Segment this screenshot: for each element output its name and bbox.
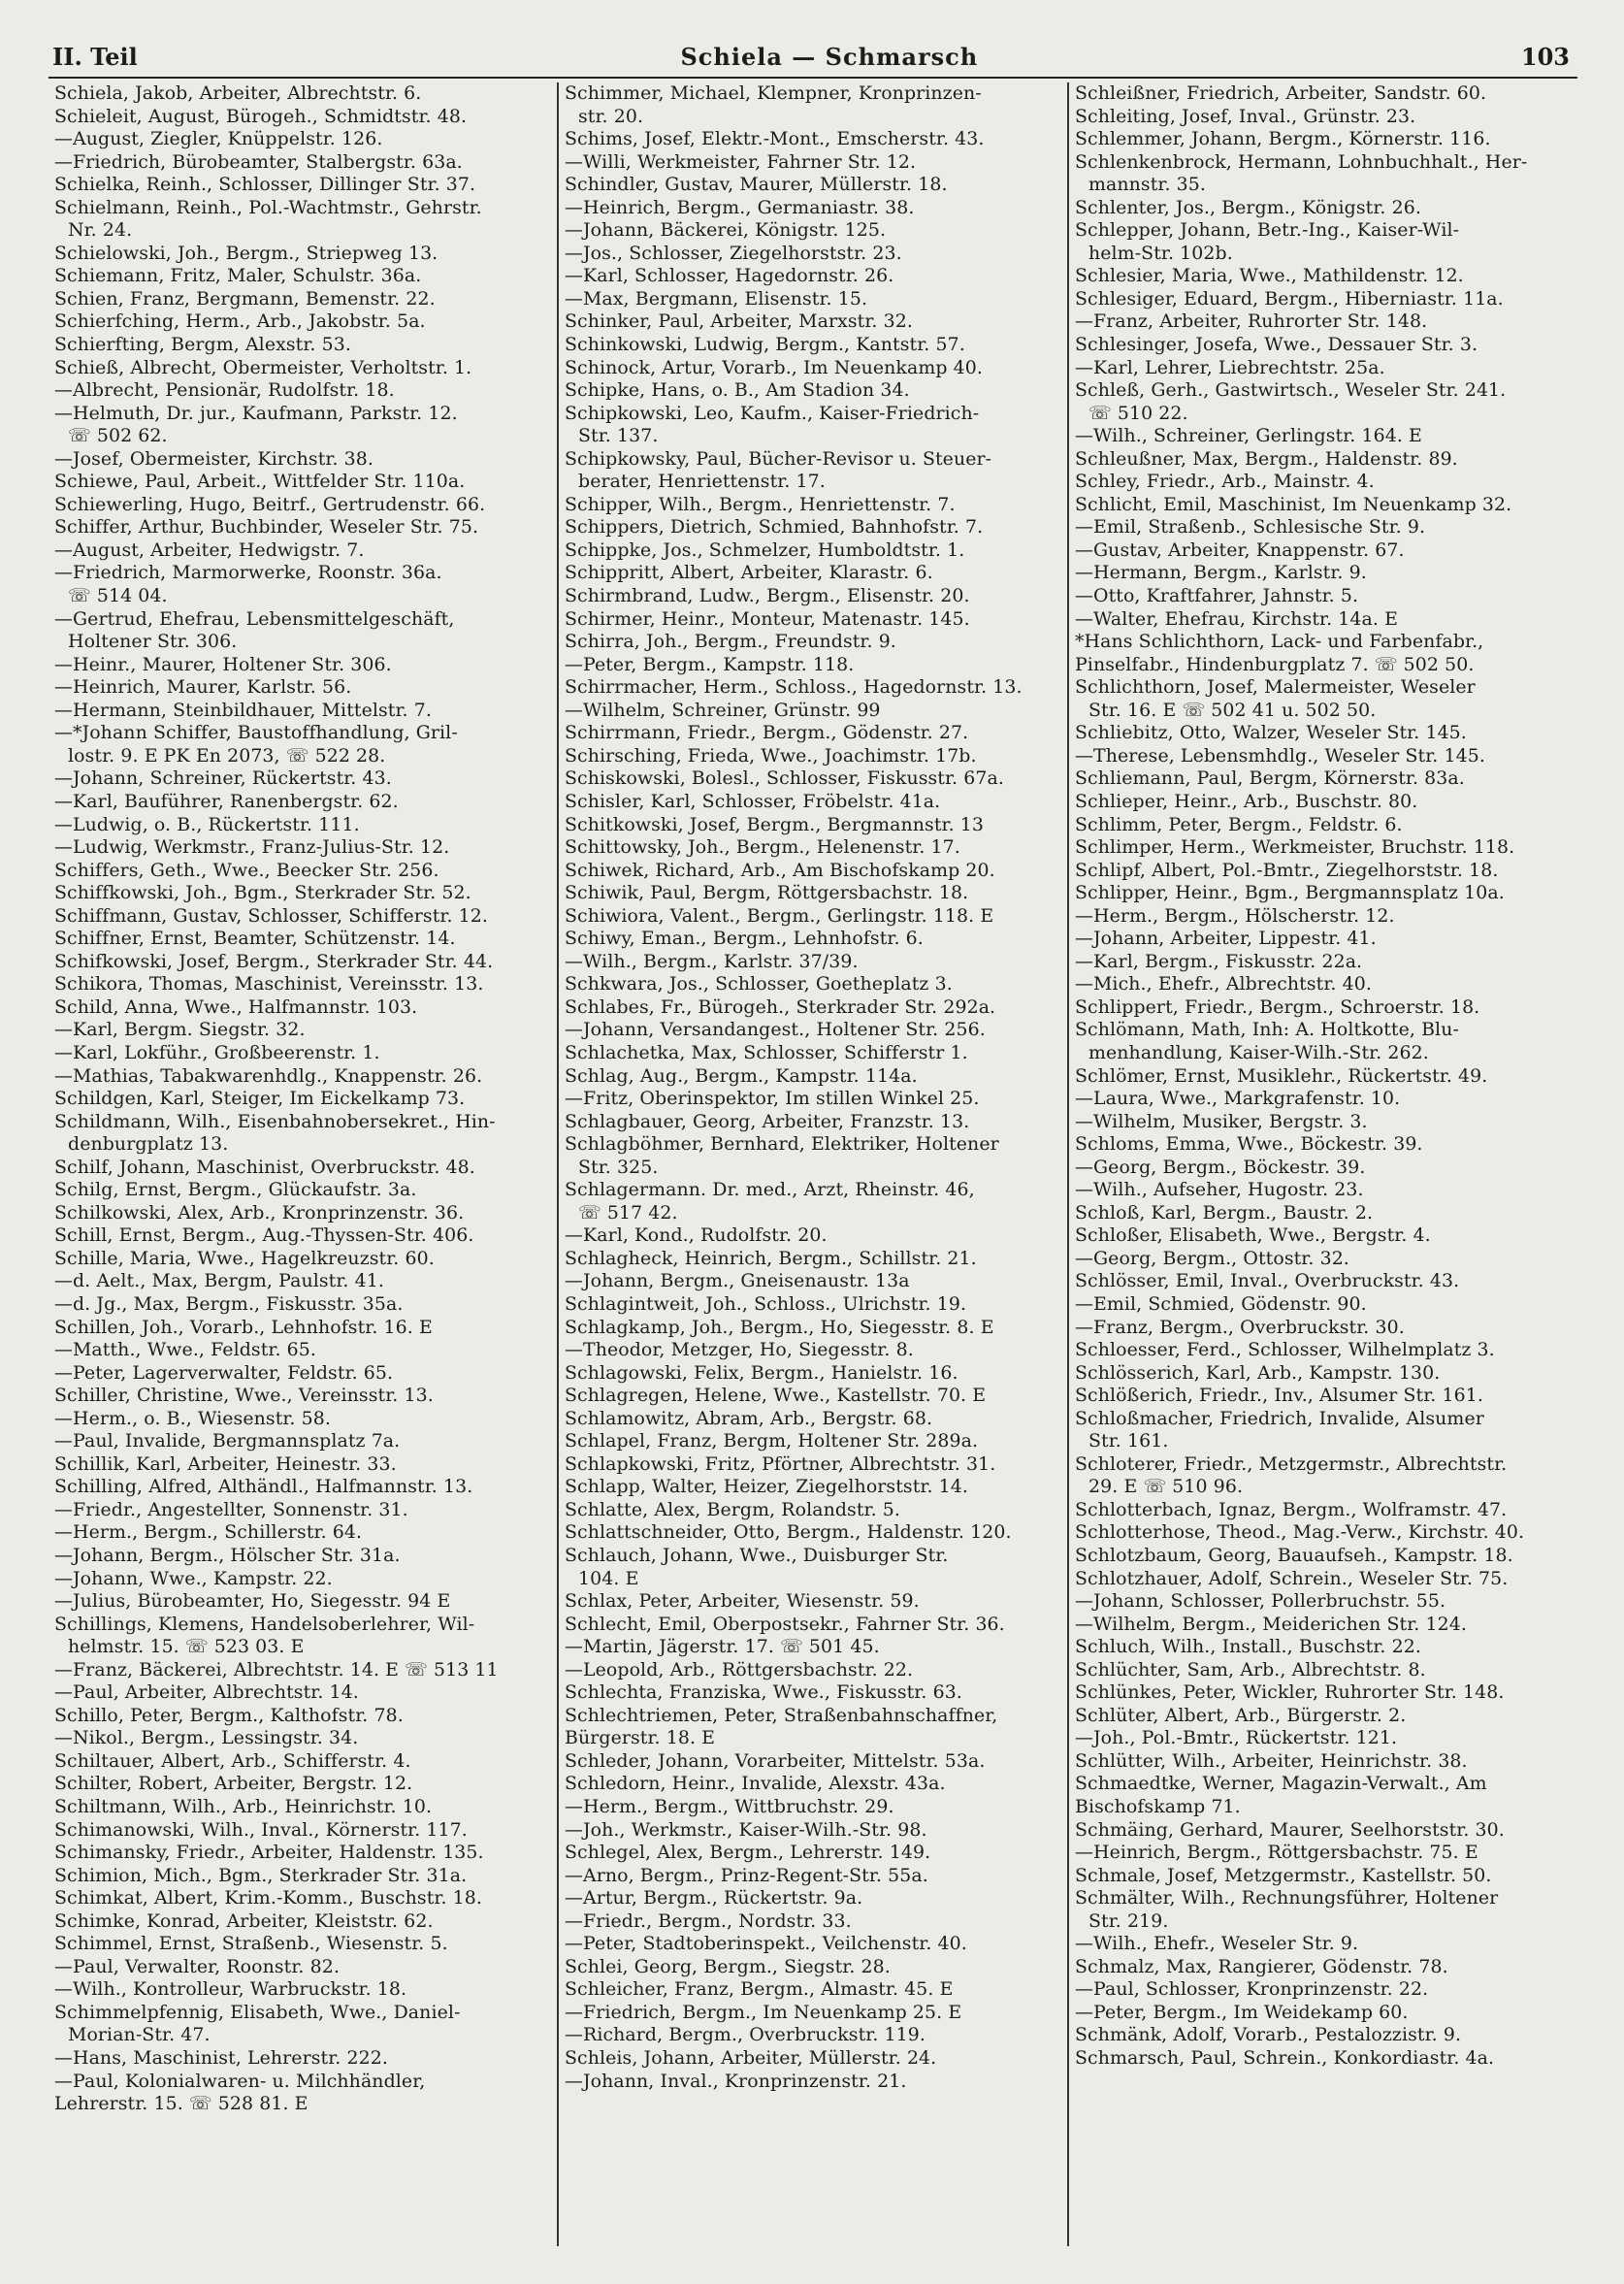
column-3 [1067, 82, 1577, 2246]
directory-entry-line: —Herm., Bergm., Wittbruchstr. 29. [565, 1796, 894, 1818]
directory-entry-line: —Friedr., Bergm., Nordstr. 33. [565, 1909, 852, 1932]
directory-entry-line: —Paul, Kolonialwaren- u. Milchhändler, [54, 2070, 426, 2092]
directory-entry-line: Schiwek, Richard, Arb., Am Bischofskamp 20. [565, 859, 995, 881]
directory-entry-line: —Jos., Schlosser, Ziegelhorststr. 23. [565, 242, 902, 264]
directory-entry-line: Schiffkowski, Joh., Bgm., Sterkrader Str. 52. [54, 882, 471, 904]
directory-entry-line: —Therese, Lebensmhdlg., Weseler Str. 145. [1075, 744, 1485, 767]
directory-entry-line: Schimkat, Albert, Krim.-Komm., Buschstr. 18. [54, 1887, 483, 1909]
directory-entry-line: ☏ 517 42. [578, 1201, 678, 1224]
directory-entry-line: —Josef, Obermeister, Kirchstr. 38. [54, 447, 374, 470]
directory-entry-line: Schipper, Wilh., Bergm., Henriettenstr. 7. [565, 493, 956, 515]
directory-entry-line: —Leopold, Arb., Röttgersbachstr. 22. [565, 1658, 914, 1680]
directory-entry-line: Schlei, Georg, Bergm., Siegstr. 28. [565, 1955, 891, 1977]
directory-entry-line: —Artur, Bergm., Rückertstr. 9a. [565, 1887, 863, 1909]
directory-entry-line: —Friedrich, Bürobeamter, Stalbergstr. 63a. [54, 150, 463, 173]
directory-entry-line: Schlax, Peter, Arbeiter, Wiesenstr. 59. [565, 1590, 920, 1613]
directory-entry-line: Pinselfabr., Hindenburgplatz 7. ☏ 502 50. [1075, 653, 1475, 675]
directory-entry-line: Schlagböhmer, Bernhard, Elektriker, Holtener [565, 1133, 999, 1156]
directory-entry-line: Schielmann, Reinh., Pol.-Wachtmstr., Gehrstr. [54, 196, 482, 218]
directory-entry-line: Schlünkes, Peter, Wickler, Ruhrorter Str. 148. [1075, 1681, 1505, 1704]
directory-entry-line: —Hermann, Steinbildhauer, Mittelstr. 7. [54, 699, 432, 721]
directory-entry-line: Schirmbrand, Ludw., Bergm., Elisenstr. 20. [565, 585, 970, 607]
directory-entry-line: Schillen, Joh., Vorarb., Lehnhofstr. 16. E [54, 1316, 433, 1338]
directory-entry-line: —Franz, Bäckerei, Albrechtstr. 14. E ☏ 513 11 [54, 1658, 499, 1680]
directory-entry-line: —Matth., Wwe., Feldstr. 65. [54, 1339, 317, 1361]
directory-entry-line: —Gertrud, Ehefrau, Lebensmittelgeschäft, [54, 607, 455, 630]
directory-entry-line: Schleiting, Josef, Inval., Grünstr. 23. [1075, 105, 1416, 127]
directory-entry-line: —Nikol., Bergm., Lessingstr. 34. [54, 1727, 359, 1749]
directory-entry-line: —Peter, Bergm., Kampstr. 118. [565, 653, 855, 675]
directory-entry-line: —Ludwig, Werkmstr., Franz-Julius-Str. 12. [54, 836, 450, 859]
directory-entry-line: Schlösserich, Karl, Arb., Kampstr. 130. [1075, 1361, 1441, 1384]
directory-entry-line: Schiewerling, Hugo, Beitrf., Gertrudenstr. 66. [54, 493, 486, 515]
directory-entry-line: Schippritt, Albert, Arbeiter, Klarastr. 6. [565, 562, 933, 584]
directory-entry-line: Schmaedtke, Werner, Magazin-Verwalt., Am [1075, 1773, 1487, 1795]
directory-entry-line: Schiffner, Ernst, Beamter, Schützenstr. 14. [54, 928, 456, 950]
directory-entry-line: Schlagermann. Dr. med., Arzt, Rheinstr. 46, [565, 1179, 975, 1201]
directory-entry-line: —Wilh., Bergm., Karlstr. 37/39. [565, 950, 859, 972]
directory-entry-line: —Joh., Werkmstr., Kaiser-Wilh.-Str. 98. [565, 1818, 927, 1841]
directory-entry-line: 104. E [578, 1567, 639, 1589]
directory-entry-line: ☏ 514 04. [68, 585, 168, 607]
directory-entry-line: —Mich., Ehefr., Albrechtstr. 40. [1075, 973, 1372, 995]
directory-entry-line: —Johann, Inval., Kronprinzenstr. 21. [565, 2070, 907, 2092]
directory-entry-line: Schifkowski, Josef, Bergm., Sterkrader Str. 44. [54, 950, 494, 972]
directory-entry-line: Schlattschneider, Otto, Bergm., Haldenstr. 120. [565, 1521, 1012, 1544]
directory-entry-line: Schipke, Hans, o. B., Am Stadion 34. [565, 379, 910, 402]
directory-entry-line: Schieleit, August, Bürogeh., Schmidtstr. 48. [54, 105, 468, 127]
directory-entry-line: Schmale, Josef, Metzgermstr., Kastellstr. 50. [1075, 1864, 1492, 1886]
directory-entry-line: Schirrmacher, Herm., Schloss., Hagedornstr. 13. [565, 676, 1023, 699]
directory-entry-line: Schlachetka, Max, Schlosser, Schifferstr 1. [565, 1041, 968, 1063]
directory-entry-line: 29. E ☏ 510 96. [1088, 1476, 1244, 1498]
directory-entry-line: —Heinrich, Maurer, Karlstr. 56. [54, 676, 352, 699]
directory-entry-line: Schimmer, Michael, Klempner, Kronprinzen- [565, 82, 982, 104]
directory-entry-line: Schlechtriemen, Peter, Straßenbahnschaffner, [565, 1704, 998, 1726]
directory-entry-line: —Herm., Bergm., Schillerstr. 64. [54, 1521, 363, 1544]
directory-entry-line: denburgplatz 13. [68, 1133, 229, 1156]
directory-entry-line: Bischofskamp 71. [1075, 1796, 1241, 1818]
directory-entry-line: Schlüchter, Sam, Arb., Albrechtstr. 8. [1075, 1658, 1426, 1680]
directory-entry-line: Schinkowski, Ludwig, Bergm., Kantstr. 57. [565, 334, 965, 356]
directory-entry-line: —Franz, Bergm., Overbruckstr. 30. [1075, 1316, 1405, 1338]
directory-entry-line: Schittowsky, Joh., Bergm., Helenenstr. 17. [565, 836, 960, 859]
directory-entry-line: Schielowski, Joh., Bergm., Striepweg 13. [54, 242, 438, 264]
directory-entry-line: Schlösser, Emil, Inval., Overbruckstr. 43. [1075, 1270, 1460, 1292]
directory-entry-line: Schimion, Mich., Bgm., Sterkrader Str. 31a. [54, 1864, 468, 1886]
directory-entry-line: lostr. 9. E PK En 2073, ☏ 522 28. [68, 744, 386, 767]
directory-entry-line: —Arno, Bergm., Prinz-Regent-Str. 55a. [565, 1864, 928, 1886]
directory-entry-line: —Karl, Schlosser, Hagedornstr. 26. [565, 265, 894, 287]
directory-entry-line: Schill, Ernst, Bergm., Aug.-Thyssen-Str. 406. [54, 1224, 474, 1247]
directory-entry-line: *Hans Schlichthorn, Lack- und Farbenfabr., [1075, 631, 1484, 653]
directory-entry-line: —*Johann Schiffer, Baustoffhandlung, Gril- [54, 722, 458, 744]
directory-entry-line: Holtener Str. 306. [68, 631, 238, 653]
directory-entry-line: Schlotzhauer, Adolf, Schrein., Weseler Str. 75. [1075, 1567, 1509, 1589]
directory-entry-line: Schisler, Karl, Schlosser, Fröbelstr. 41a. [565, 790, 941, 812]
directory-entry-line: —Karl, Bergm., Fiskusstr. 22a. [1075, 950, 1363, 972]
directory-entry-line: Schlag, Aug., Bergm., Kampstr. 114a. [565, 1064, 918, 1087]
directory-entry-line: Str. 219. [1088, 1909, 1169, 1932]
directory-entry-line: —Paul, Invalide, Bergmannsplatz 7a. [54, 1430, 401, 1452]
directory-entry-line: Schlagregen, Helene, Wwe., Kastellstr. 70. E [565, 1385, 987, 1407]
directory-entry-line: —Johann, Versandangest., Holtener Str. 256. [565, 1019, 986, 1041]
directory-entry-line: Schlepper, Johann, Betr.-Ing., Kaiser-Wil- [1075, 219, 1460, 242]
directory-entry-line: Schille, Maria, Wwe., Hagelkreuzstr. 60. [54, 1247, 435, 1269]
directory-entry-line: Schleißner, Friedrich, Arbeiter, Sandstr. 60. [1075, 82, 1487, 104]
directory-entry-line: Schiwik, Paul, Bergm, Röttgersbachstr. 18. [565, 882, 969, 904]
directory-entry-line: —Paul, Verwalter, Roonstr. 82. [54, 1955, 340, 1977]
directory-entry-line: Schiwiora, Valent., Bergm., Gerlingstr. 118. E [565, 904, 994, 927]
directory-entry-line: —Paul, Arbeiter, Albrechtstr. 14. [54, 1681, 359, 1704]
directory-entry-line: —Julius, Bürobeamter, Ho, Siegesstr. 94 E [54, 1590, 451, 1613]
directory-entry-line: Schirrmann, Friedr., Bergm., Gödenstr. 27. [565, 722, 969, 744]
directory-entry-line: —Gustav, Arbeiter, Knappenstr. 67. [1075, 538, 1405, 561]
directory-entry-line: Schild, Anna, Wwe., Halfmannstr. 103. [54, 995, 418, 1018]
directory-entry-line: —Theodor, Metzger, Ho, Siegesstr. 8. [565, 1339, 914, 1361]
directory-entry-line: —Heinr., Maurer, Holtener Str. 306. [54, 653, 392, 675]
directory-entry-line: Schlütter, Wilh., Arbeiter, Heinrichstr. 38. [1075, 1749, 1468, 1772]
directory-entry-line: Schlemmer, Johann, Bergm., Körnerstr. 116. [1075, 128, 1491, 150]
directory-entry-line: Schloms, Emma, Wwe., Böckestr. 39. [1075, 1133, 1423, 1156]
directory-entry-line: Schleußner, Max, Bergm., Haldenstr. 89. [1075, 447, 1458, 470]
directory-entry-line: Schimansky, Friedr., Arbeiter, Haldenstr. 135. [54, 1842, 484, 1864]
directory-entry-line: Schims, Josef, Elektr.-Mont., Emscherstr. 43. [565, 128, 985, 150]
directory-entry-line: —Walter, Ehefrau, Kirchstr. 14a. E [1075, 607, 1398, 630]
directory-entry-line: —Peter, Lagerverwalter, Feldstr. 65. [54, 1361, 394, 1384]
directory-entry-line: Schirmer, Heinr., Monteur, Matenastr. 145. [565, 607, 970, 630]
directory-entry-line: Str. 137. [578, 425, 659, 447]
directory-entry-line: ☏ 510 22. [1088, 402, 1188, 424]
directory-entry-line: Schiemann, Fritz, Maler, Schulstr. 36a. [54, 265, 422, 287]
column-1 [49, 82, 557, 2246]
directory-entry-line: Schloterer, Friedr., Metzgermstr., Albrechtstr. [1075, 1452, 1508, 1475]
directory-entry-line: —Herm., o. B., Wiesenstr. 58. [54, 1407, 331, 1429]
directory-entry-line: —Johann, Schreiner, Rückertstr. 43. [54, 767, 392, 790]
directory-entry-line: —Ludwig, o. B., Rückertstr. 111. [54, 813, 360, 835]
directory-entry-line: —Emil, Straßenb., Schlesische Str. 9. [1075, 516, 1426, 538]
directory-entry-line: Schlabes, Fr., Bürogeh., Sterkrader Str. 292a. [565, 995, 996, 1018]
directory-entry-line: Schippers, Dietrich, Schmied, Bahnhofstr. 7. [565, 516, 984, 538]
directory-entry-line: Schleis, Johann, Arbeiter, Müllerstr. 24. [565, 2047, 937, 2070]
directory-entry-line: —Johann, Bäckerei, Königstr. 125. [565, 219, 887, 242]
directory-entry-line: Schlagowski, Felix, Bergm., Hanielstr. 16. [565, 1361, 958, 1384]
directory-entry-line: Schlotterbach, Ignaz, Bergm., Wolframstr. 47. [1075, 1498, 1508, 1520]
directory-entry-line: helmstr. 15. ☏ 523 03. E [68, 1636, 305, 1658]
directory-entry-line: —Wilh., Schreiner, Gerlingstr. 164. E [1075, 425, 1422, 447]
directory-entry-line: —Wilh., Kontrolleur, Warbruckstr. 18. [54, 1978, 407, 2001]
directory-entry-line: Schillo, Peter, Bergm., Kalthofstr. 78. [54, 1704, 404, 1726]
directory-entry-line: Schiltauer, Albert, Arb., Schifferstr. 4. [54, 1749, 411, 1772]
directory-entry-line: —Karl, Lokführ., Großbeerenstr. 1. [54, 1041, 380, 1063]
directory-entry-line: —Karl, Bergm. Siegstr. 32. [54, 1019, 306, 1041]
directory-entry-line: Schliebitz, Otto, Walzer, Weseler Str. 145. [1075, 722, 1467, 744]
directory-entry-line: —Wilhelm, Bergm., Meiderichen Str. 124. [1075, 1613, 1467, 1635]
directory-entry-line: Schilkowski, Alex, Arb., Kronprinzenstr. 36. [54, 1201, 465, 1224]
directory-entry-line: —Heinrich, Bergm., Röttgersbachstr. 75. E [1075, 1842, 1478, 1864]
directory-entry-line: Schiffer, Arthur, Buchbinder, Weseler Str. 75. [54, 516, 479, 538]
directory-entry-line: —Laura, Wwe., Markgrafenstr. 10. [1075, 1088, 1401, 1110]
directory-entry-line: Schiffers, Geth., Wwe., Beecker Str. 256. [54, 859, 439, 881]
directory-entry-line: —Helmuth, Dr. jur., Kaufmann, Parkstr. 12. [54, 402, 458, 424]
directory-entry-line: —Friedrich, Bergm., Im Neuenkamp 25. E [565, 2001, 962, 2023]
directory-entry-line: —Karl, Bauführer, Ranenbergstr. 62. [54, 790, 399, 812]
directory-entry-line: Schlotzbaum, Georg, Bauaufseh., Kampstr. 18. [1075, 1545, 1513, 1566]
directory-entry-line: —Joh., Pol.-Bmtr., Rückertstr. 121. [1075, 1727, 1398, 1749]
directory-entry-line: —Martin, Jägerstr. 17. ☏ 501 45. [565, 1636, 880, 1658]
column-2 [557, 82, 1067, 2246]
directory-entry-line: —d. Jg., Max, Bergm., Fiskusstr. 35a. [54, 1292, 404, 1315]
directory-entry-line: Schilling, Alfred, Althändl., Halfmannstr. 13. [54, 1476, 473, 1498]
directory-entry-line: Schlicht, Emil, Maschinist, Im Neuenkamp 32. [1075, 493, 1512, 515]
directory-entry-line: Schien, Franz, Bergmann, Bemenstr. 22. [54, 287, 436, 310]
page-number: 103 [1520, 43, 1570, 71]
directory-entry-line: —Hermann, Bergm., Karlstr. 9. [1075, 562, 1367, 584]
directory-entry-line: Morian-Str. 47. [68, 2024, 211, 2046]
directory-entry-line: —August, Arbeiter, Hedwigstr. 7. [54, 538, 365, 561]
directory-entry-line: —Wilhelm, Schreiner, Grünstr. 99 [565, 699, 881, 721]
directory-entry-line: —Willi, Werkmeister, Fahrner Str. 12. [565, 150, 917, 173]
directory-entry-line: Schiltmann, Wilh., Arb., Heinrichstr. 10. [54, 1796, 433, 1818]
directory-entry-line: Schlieper, Heinr., Arb., Buschstr. 80. [1075, 790, 1418, 812]
entry-columns [49, 82, 1577, 2246]
directory-entry-line: Bürgerstr. 18. E [565, 1727, 716, 1749]
directory-entry-line: Lehrerstr. 15. ☏ 528 81. E [54, 2093, 309, 2115]
directory-entry-line: Schlichthorn, Josef, Malermeister, Weseler [1075, 676, 1476, 699]
directory-entry-line: —Paul, Schlosser, Kronprinzenstr. 22. [1075, 1978, 1429, 2001]
directory-entry-line: —Emil, Schmied, Gödenstr. 90. [1075, 1292, 1367, 1315]
directory-entry-line: Schimmelpfennig, Elisabeth, Wwe., Daniel- [54, 2001, 461, 2023]
directory-entry-line: —Herm., Bergm., Hölscherstr. 12. [1075, 904, 1395, 927]
directory-entry-line: —Otto, Kraftfahrer, Jahnstr. 5. [1075, 585, 1359, 607]
directory-entry-line: Schippke, Jos., Schmelzer, Humboldtstr. 1. [565, 538, 965, 561]
directory-entry-line: Schipkowsky, Paul, Bücher-Revisor u. Steuer- [565, 447, 992, 470]
directory-entry-line: —Fritz, Oberinspektor, Im stillen Winkel 25. [565, 1088, 980, 1110]
directory-entry-line: Schlesiger, Eduard, Bergm., Hiberniastr. 11a. [1075, 287, 1504, 310]
directory-entry-line: Schloß, Karl, Bergm., Baustr. 2. [1075, 1201, 1374, 1224]
directory-entry-line: Schleder, Johann, Vorarbeiter, Mittelstr. 53a. [565, 1749, 986, 1772]
directory-entry-line: Schley, Friedr., Arb., Mainstr. 4. [1075, 471, 1375, 493]
directory-entry-line: Schloßer, Elisabeth, Wwe., Bergstr. 4. [1075, 1224, 1431, 1247]
directory-entry-line: Schlagkamp, Joh., Bergm., Ho, Siegesstr. 8. E [565, 1316, 994, 1338]
directory-entry-line: Schildgen, Karl, Steiger, Im Eickelkamp 73. [54, 1088, 466, 1110]
directory-entry-line: Schimanowski, Wilh., Inval., Körnerstr. 117. [54, 1818, 468, 1841]
directory-entry-line: —Albrecht, Pensionär, Rudolfstr. 18. [54, 379, 395, 402]
directory-entry-line: —Peter, Bergm., Im Weidekamp 60. [1075, 2001, 1409, 2023]
directory-entry-line: Schiwy, Eman., Bergm., Lehnhofstr. 6. [565, 928, 924, 950]
directory-entry-line: Schlenter, Jos., Bergm., Königstr. 26. [1075, 196, 1421, 218]
directory-entry-line: Schlegel, Alex, Bergm., Lehrerstr. 149. [565, 1842, 931, 1864]
directory-entry-line: Schlecht, Emil, Oberpostsekr., Fahrner Str. 36. [565, 1613, 1005, 1635]
directory-entry-line: —Johann, Bergm., Hölscher Str. 31a. [54, 1545, 401, 1566]
directory-entry-line: Schloßmacher, Friedrich, Invalide, Alsumer [1075, 1407, 1484, 1429]
directory-entry-line: Schinker, Paul, Arbeiter, Marxstr. 32. [565, 310, 913, 333]
directory-entry-line: Schlenkenbrock, Hermann, Lohnbuchhalt., Her- [1075, 150, 1528, 173]
directory-entry-line: —Georg, Bergm., Ottostr. 32. [1075, 1247, 1349, 1269]
directory-entry-line: Schmälter, Wilh., Rechnungsführer, Holtener [1075, 1887, 1499, 1909]
directory-entry-line: Schlippert, Friedr., Bergm., Schroerstr. 18. [1075, 995, 1480, 1018]
directory-entry-line: Schliemann, Paul, Bergm, Körnerstr. 83a. [1075, 767, 1465, 790]
directory-entry-line: Schluch, Wilh., Install., Buschstr. 22. [1075, 1636, 1421, 1658]
directory-entry-line: Schleicher, Franz, Bergm., Almastr. 45. E [565, 1978, 954, 2001]
directory-entry-line: Schmalz, Max, Rangierer, Gödenstr. 78. [1075, 1955, 1448, 1977]
page-range-title: Schiela — Schmarsch [680, 43, 979, 71]
directory-entry-line: —Hans, Maschinist, Lehrerstr. 222. [54, 2047, 388, 2070]
directory-entry-line: —d. Aelt., Max, Bergm, Paulstr. 41. [54, 1270, 384, 1292]
directory-entry-line: —August, Ziegler, Knüppelstr. 126. [54, 128, 383, 150]
directory-entry-line: Schmarsch, Paul, Schrein., Konkordiastr. 4a. [1075, 2047, 1495, 2070]
directory-entry-line: ☏ 502 62. [68, 425, 168, 447]
directory-entry-line: —Mathias, Tabakwarenhdlg., Knappenstr. 26. [54, 1064, 483, 1087]
directory-entry-line: Schitkowski, Josef, Bergm., Bergmannstr. 13 [565, 813, 985, 835]
directory-entry-line: Schiller, Christine, Wwe., Vereinsstr. 13. [54, 1385, 434, 1407]
directory-entry-line: Schlagheck, Heinrich, Bergm., Schillstr. 21. [565, 1247, 977, 1269]
directory-entry-line: Schlimper, Herm., Werkmeister, Bruchstr. 118. [1075, 836, 1515, 859]
directory-entry-line: Schlößerich, Friedr., Inv., Alsumer Str. 161. [1075, 1385, 1483, 1407]
directory-entry-line: Schlömer, Ernst, Musiklehr., Rückertstr. 49. [1075, 1064, 1488, 1087]
directory-entry-line: Schieß, Albrecht, Obermeister, Verholtstr. 1. [54, 356, 472, 378]
directory-entry-line: Schierfting, Bergm, Alexstr. 53. [54, 334, 351, 356]
directory-entry-line: Schlüter, Albert, Arb., Bürgerstr. 2. [1075, 1704, 1407, 1726]
directory-entry-line: —Karl, Kond., Rudolfstr. 20. [565, 1224, 828, 1247]
directory-entry-line: Schlatte, Alex, Bergm, Rolandstr. 5. [565, 1498, 901, 1520]
directory-entry-line: Schilter, Robert, Arbeiter, Bergstr. 12. [54, 1773, 413, 1795]
directory-entry-line: Schirra, Joh., Bergm., Freundstr. 9. [565, 631, 896, 653]
directory-entry-line: Schielka, Reinh., Schlosser, Dillinger Str. 37. [54, 174, 476, 196]
directory-entry-line: Schildmann, Wilh., Eisenbahnobersekret., Hin- [54, 1110, 496, 1132]
directory-entry-line: menhandlung, Kaiser-Wilh.-Str. 262. [1088, 1041, 1429, 1063]
directory-entry-line: —Max, Bergmann, Elisenstr. 15. [565, 287, 868, 310]
directory-entry-line: —Johann, Bergm., Gneisenaustr. 13a [565, 1270, 910, 1292]
directory-entry-line: Schirsching, Frieda, Wwe., Joachimstr. 17b. [565, 744, 977, 767]
directory-entry-line: —Heinrich, Bergm., Germaniastr. 38. [565, 196, 915, 218]
directory-entry-line: —Friedr., Angestellter, Sonnenstr. 31. [54, 1498, 408, 1520]
directory-entry-line: Schikora, Thomas, Maschinist, Vereinsstr. 13. [54, 973, 484, 995]
directory-entry-line: Schlechta, Franziska, Wwe., Fiskusstr. 63. [565, 1681, 962, 1704]
directory-entry-line: Str. 161. [1088, 1430, 1169, 1452]
directory-entry-line: Schlauch, Johann, Wwe., Duisburger Str. [565, 1545, 949, 1566]
section-label: II. Teil [52, 43, 138, 71]
directory-entry-line: Schlimm, Peter, Bergm., Feldstr. 6. [1075, 813, 1403, 835]
directory-entry-line: Schimke, Konrad, Arbeiter, Kleiststr. 62. [54, 1909, 434, 1932]
directory-entry-line: Str. 16. E ☏ 502 41 u. 502 50. [1088, 699, 1377, 721]
directory-entry-line: —Johann, Wwe., Kampstr. 22. [54, 1567, 333, 1589]
page-header [49, 43, 1577, 79]
directory-entry-line: Schillings, Klemens, Handelsoberlehrer, Wil- [54, 1613, 475, 1635]
directory-entry-line: Schierfching, Herm., Arb., Jakobstr. 5a. [54, 310, 426, 333]
directory-entry-line: Schmäing, Gerhard, Maurer, Seelhorststr. 30. [1075, 1818, 1505, 1841]
directory-entry-line: Schiewe, Paul, Arbeit., Wittfelder Str. 110a. [54, 471, 466, 493]
directory-entry-line: Schlagintweit, Joh., Schloss., Ulrichstr. 19. [565, 1292, 967, 1315]
directory-entry-line: helm-Str. 102b. [1088, 242, 1233, 264]
directory-entry-line: —Richard, Bergm., Overbruckstr. 119. [565, 2024, 926, 2046]
directory-entry-line: Schledorn, Heinr., Invalide, Alexstr. 43a. [565, 1773, 946, 1795]
directory-entry-line: Schiffmann, Gustav, Schlosser, Schifferstr. 12. [54, 904, 489, 927]
directory-entry-line: Schlapp, Walter, Heizer, Ziegelhorststr. 14. [565, 1476, 968, 1498]
directory-entry-line: Schlesinger, Josefa, Wwe., Dessauer Str. 3. [1075, 334, 1478, 356]
directory-entry-line: Schilf, Johann, Maschinist, Overbruckstr. 48. [54, 1156, 475, 1178]
directory-entry-line: —Georg, Bergm., Böckestr. 39. [1075, 1156, 1366, 1178]
directory-entry-line: Schlapkowski, Fritz, Pförtner, Albrechtstr. 31. [565, 1452, 996, 1475]
directory-entry-line: Schlotterhose, Theod., Mag.-Verw., Kirchstr. 40. [1075, 1521, 1525, 1544]
directory-entry-line: Schlipper, Heinr., Bgm., Bergmannsplatz 10a. [1075, 882, 1505, 904]
directory-entry-line: —Wilhelm, Musiker, Bergstr. 3. [1075, 1110, 1368, 1132]
directory-entry-line: Schlamowitz, Abram, Arb., Bergstr. 68. [565, 1407, 933, 1429]
directory-entry-line: Schloesser, Ferd., Schlosser, Wilhelmplatz 3. [1075, 1339, 1495, 1361]
directory-entry-line: Nr. 24. [68, 219, 133, 242]
directory-entry-line: Schiskowski, Bolesl., Schlosser, Fiskusstr. 67a. [565, 767, 1004, 790]
directory-entry-line: —Johann, Schlosser, Pollerbruchstr. 55. [1075, 1590, 1446, 1613]
directory-entry-line: Schimmel, Ernst, Straßenb., Wiesenstr. 5. [54, 1933, 448, 1955]
directory-entry-line: Schlömann, Math, Inh: A. Holtkotte, Blu- [1075, 1019, 1459, 1041]
directory-entry-line: Schindler, Gustav, Maurer, Müllerstr. 18. [565, 174, 948, 196]
directory-entry-line: Schillik, Karl, Arbeiter, Heinestr. 33. [54, 1452, 397, 1475]
directory-entry-line: mannstr. 35. [1088, 174, 1206, 196]
directory-entry-line: Schmänk, Adolf, Vorarb., Pestalozzistr. 9. [1075, 2024, 1462, 2046]
directory-entry-line: Schipkowski, Leo, Kaufm., Kaiser-Friedrich- [565, 402, 980, 424]
directory-entry-line: berater, Henriettenstr. 17. [578, 471, 826, 493]
directory-entry-line: Schlesier, Maria, Wwe., Mathildenstr. 12. [1075, 265, 1464, 287]
directory-entry-line: Schlipf, Albert, Pol.-Bmtr., Ziegelhorststr. 18. [1075, 859, 1499, 881]
directory-entry-line: —Wilh., Aufseher, Hugostr. 23. [1075, 1179, 1364, 1201]
directory-entry-line: Str. 325. [578, 1156, 659, 1178]
directory-entry-line: Schilg, Ernst, Bergm., Glückaufstr. 3a. [54, 1179, 417, 1201]
directory-entry-line: Schiela, Jakob, Arbeiter, Albrechtstr. 6. [54, 82, 422, 104]
directory-entry-line: —Peter, Stadtoberinspekt., Veilchenstr. 40. [565, 1933, 967, 1955]
directory-entry-line: —Johann, Arbeiter, Lippestr. 41. [1075, 928, 1377, 950]
directory-entry-line: —Wilh., Ehefr., Weseler Str. 9. [1075, 1933, 1359, 1955]
directory-entry-line: Schkwara, Jos., Schlosser, Goetheplatz 3. [565, 973, 953, 995]
directory-entry-line: —Karl, Lehrer, Liebrechtstr. 25a. [1075, 356, 1385, 378]
directory-entry-line: Schinock, Artur, Vorarb., Im Neuenkamp 40. [565, 356, 983, 378]
directory-entry-line: Schleß, Gerh., Gastwirtsch., Weseler Str. 241. [1075, 379, 1507, 402]
directory-entry-line: Schlapel, Franz, Bergm, Holtener Str. 289a. [565, 1430, 979, 1452]
directory-entry-line: str. 20. [578, 105, 644, 127]
directory-entry-line: —Friedrich, Marmorwerke, Roonstr. 36a. [54, 562, 442, 584]
directory-entry-line: —Franz, Arbeiter, Ruhrorter Str. 148. [1075, 310, 1428, 333]
directory-entry-line: Schlagbauer, Georg, Arbeiter, Franzstr. 13. [565, 1110, 970, 1132]
